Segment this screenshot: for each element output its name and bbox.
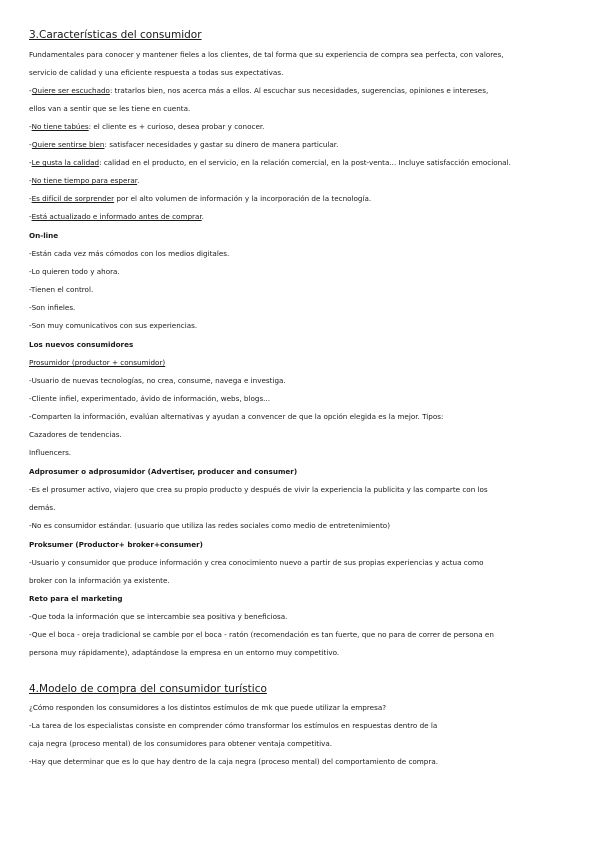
bullet-text: : satisfacer necesidades y gastar su dinero de manera particular. <box>104 140 339 149</box>
proksumer-heading: Proksumer (Productor+ broker+consumer) <box>29 540 203 549</box>
reto-item: persona muy rápidamente), adaptándose la empresa en un entorno muy competitivo. <box>29 648 340 657</box>
bullet-text: : calidad en el producto, en el servicio, en la relación comercial, en la post-venta... Incluye satisfacción emocional. <box>99 158 511 167</box>
bullet-es-dificil-de-sorprender <box>29 194 371 204</box>
section-4-line: ¿Cómo responden los consumidores a los distintos estímulos de mk que puede utilizar la empresa? <box>29 703 387 712</box>
bullet-text: ellos van a sentir que se les tiene en cuenta. <box>29 104 191 113</box>
bullet-key: Quiere ser escuchado <box>31 86 110 95</box>
bullet-prefix: - <box>29 140 32 149</box>
reto-item: -Que toda la información que se intercambie sea positiva y beneficiosa. <box>29 612 288 621</box>
intro-line-1: Fundamentales para conocer y mantener fieles a los clientes, de tal forma que su experiencia de compra sea perfecta, con valores, <box>29 50 504 59</box>
prosumidor-item: Influencers. <box>29 448 72 457</box>
section-3-title: 3.Características del consumidor <box>29 29 202 41</box>
online-item: -Son muy comunicativos con sus experiencias. <box>29 321 198 330</box>
bullet-no-tiene-tabues <box>29 122 264 132</box>
prosumidor-item: -Cliente infiel, experimentado, ávido de información, webs, blogs... <box>29 394 271 403</box>
bullet-le-gusta-la-calidad <box>29 158 511 168</box>
bullet-prefix: - <box>29 158 32 167</box>
section-4-line: caja negra (proceso mental) de los consumidores para obtener ventaja competitiva. <box>29 739 333 748</box>
bullet-text: . <box>137 176 140 185</box>
bullet-prefix: - <box>29 194 32 203</box>
reto-item: -Que el boca - oreja tradicional se cambie por el boca - ratón (recomendación es tan fuerte, que no para de correr de persona en <box>29 630 494 639</box>
bullet-no-tiene-tiempo <box>29 176 139 186</box>
online-heading: On-line <box>29 231 59 240</box>
prosumidor-item: -Usuario de nuevas tecnologías, no crea, consume, navega e investiga. <box>29 376 286 385</box>
intro-line-2: servicio de calidad y una eficiente respuesta a todas sus expectativas. <box>29 68 284 77</box>
adprosumer-heading: Adprosumer o adprosumidor (Advertiser, producer and consumer) <box>29 467 298 476</box>
prosumidor-item: -Comparten la información, evalúan alternativas y ayudan a convencer de que la opción elegida es la mejor. Tipos: <box>29 412 444 421</box>
reto-marketing-heading: Reto para el marketing <box>29 594 123 603</box>
proksumer-item: -Usuario y consumidor que produce información y crea conocimiento nuevo a partir de sus propias experiencias y actua como <box>29 558 484 567</box>
online-item: -Lo quieren todo y ahora. <box>29 267 120 276</box>
bullet-text: por el alto volumen de información y la incorporación de la tecnología. <box>114 194 372 203</box>
online-item: -Son infieles. <box>29 303 76 312</box>
bullet-prefix: - <box>29 86 32 95</box>
bullet-continuation <box>29 104 190 114</box>
bullet-quiere-ser-escuchado <box>29 86 488 96</box>
bullet-key: Es difícil de sorprender <box>31 194 115 203</box>
nuevos-consumidores-heading: Los nuevos consumidores <box>29 340 134 349</box>
bullet-key: Quiere sentirse bien <box>31 140 105 149</box>
bullet-prefix: - <box>29 176 32 185</box>
section-4-line: -Hay que determinar que es lo que hay dentro de la caja negra (proceso mental) del comportamiento de compra. <box>29 757 439 766</box>
bullet-text: : el cliente es + curioso, desea probar y conocer. <box>88 122 265 131</box>
section-4-line: -La tarea de los especialistas consiste en comprender cómo transformar los estímulos en respuestas dentro de la <box>29 721 438 730</box>
bullet-esta-actualizado <box>29 212 204 222</box>
adprosumer-item: -Es el prosumer activo, viajero que crea su propio producto y después de vivir la experiencia la publicita y las comparte con los <box>29 485 488 494</box>
prosumidor-heading: Prosumidor (productor + consumidor) <box>29 358 166 367</box>
prosumidor-item: Cazadores de tendencias. <box>29 430 122 439</box>
proksumer-item: broker con la información ya existente. <box>29 576 170 585</box>
bullet-prefix: - <box>29 212 32 221</box>
bullet-quiere-sentirse-bien <box>29 140 338 150</box>
online-item: -Tienen el control. <box>29 285 94 294</box>
bullet-key: No tiene tiempo para esperar <box>31 176 138 185</box>
bullet-prefix: - <box>29 122 32 131</box>
adprosumer-item: -No es consumidor estándar. (usuario que utiliza las redes sociales como medio de entretenimiento) <box>29 521 391 530</box>
bullet-text: : tratarlos bien, nos acerca más a ellos. Al escuchar sus necesidades, sugerencias, opiniones e intereses, <box>109 86 489 95</box>
bullet-key: No tiene tabúes <box>31 122 89 131</box>
bullet-text: . <box>201 212 204 221</box>
adprosumer-item: demás. <box>29 503 56 512</box>
bullet-key: Está actualizado e informado antes de comprar <box>31 212 202 221</box>
online-item: -Están cada vez más cómodos con los medios digitales. <box>29 249 230 258</box>
section-4-title: 4.Modelo de compra del consumidor turístico <box>29 683 267 695</box>
bullet-key: Le gusta la calidad <box>31 158 100 167</box>
